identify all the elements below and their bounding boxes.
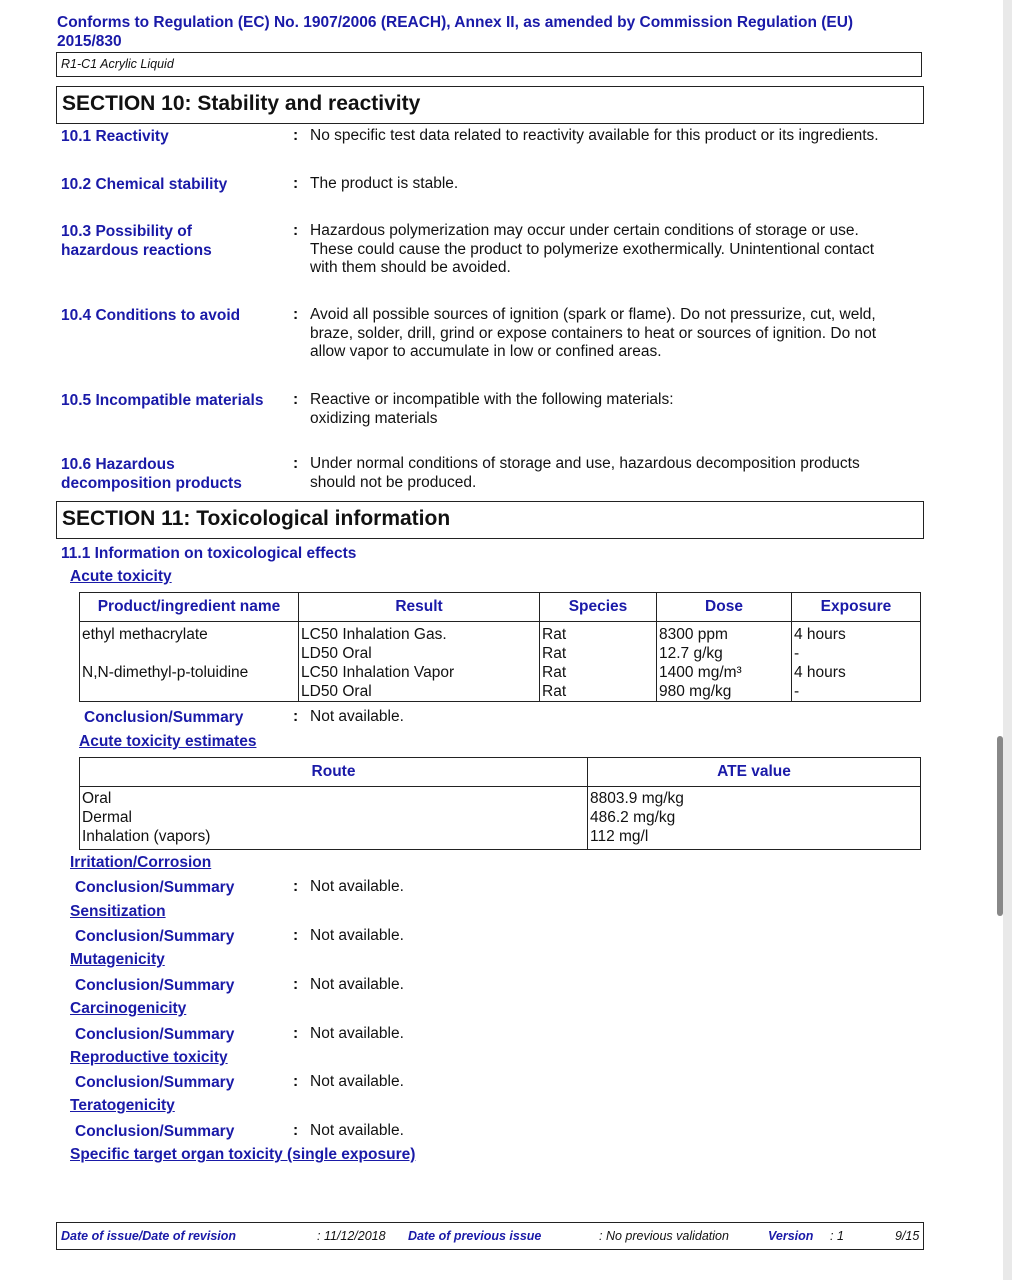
ate-value: 112 mg/l (590, 828, 649, 845)
text-line: Under normal conditions of storage and use, hazardous decomposition products (310, 455, 860, 472)
text-line: with them should be avoided. (310, 259, 511, 276)
issue-date-value: : 11/12/2018 (317, 1229, 386, 1243)
label-line: 10.3 Possibility of (61, 223, 192, 240)
species-cell (540, 622, 657, 702)
text-line: Hazardous polymerization may occur under certain conditions of storage or use. (310, 222, 859, 239)
spacer (82, 644, 296, 663)
conclusion-value: Not available. (310, 1122, 404, 1139)
dose-value: 12.7 g/kg (659, 645, 723, 662)
label-10-5: 10.5 Incompatible materials (61, 392, 264, 409)
ingredient-name: ethyl methacrylate (82, 626, 208, 643)
colon: : (293, 976, 299, 993)
table-header-row (80, 593, 921, 622)
previous-issue-label: Date of previous issue (408, 1229, 542, 1243)
column-header: ATE value (588, 758, 921, 787)
conclusion-label: Conclusion/Summary (75, 928, 235, 945)
page-number: 9/15 (895, 1229, 920, 1243)
regulation-header: Conforms to Regulation (EC) No. 1907/2006 (REACH), Annex II, as amended by Commission Regulation (EU) 2015/830 (57, 14, 854, 50)
viewer-edge (1003, 0, 1012, 1280)
acute-toxicity-heading: Acute toxicity (70, 568, 172, 585)
version-value: : 1 (830, 1229, 844, 1243)
colon: : (293, 1025, 299, 1042)
conclusion-label: Conclusion/Summary (75, 1123, 235, 1140)
ate-value: 486.2 mg/kg (590, 809, 676, 826)
result-value: LC50 Inhalation Gas. (301, 626, 447, 643)
species-value: Rat (542, 664, 567, 681)
route-value: Inhalation (vapors) (82, 828, 211, 845)
mutagenicity-heading: Mutagenicity (70, 951, 165, 968)
colon: : (293, 455, 299, 472)
colon: : (293, 1122, 299, 1139)
conclusion-value: Not available. (310, 878, 404, 895)
conclusion-label: Conclusion/Summary (75, 1074, 235, 1091)
table-row (80, 787, 921, 850)
column-header: Product/ingredient name (80, 593, 299, 622)
previous-issue-value: : No previous validation (599, 1229, 729, 1243)
label-10-3 (61, 222, 212, 260)
carcinogenicity-heading: Carcinogenicity (70, 1000, 187, 1017)
dose-cell (657, 622, 792, 702)
issue-date-label: Date of issue/Date of revision (61, 1229, 237, 1243)
species-value: Rat (542, 683, 567, 700)
result-value: LD50 Oral (301, 645, 372, 662)
ate-value-cell (588, 787, 921, 850)
conclusion-label: Conclusion/Summary (75, 1026, 235, 1043)
acute-toxicity-table (79, 592, 921, 702)
result-value: LD50 Oral (301, 683, 372, 700)
irritation-corrosion-heading: Irritation/Corrosion (70, 854, 212, 871)
conclusion-value: Not available. (310, 1025, 404, 1042)
text-10-6 (310, 455, 860, 492)
text-line: Reactive or incompatible with the following materials: (310, 391, 674, 408)
version-label: Version (768, 1229, 814, 1243)
conclusion-value: Not available. (310, 927, 404, 944)
dose-value: 980 mg/kg (659, 683, 732, 700)
label-line: decomposition products (61, 475, 242, 492)
route-value: Oral (82, 790, 112, 807)
conclusion-value: Not available. (310, 976, 404, 993)
colon: : (293, 222, 299, 239)
colon: : (293, 708, 299, 725)
conclusion-value: Not available. (310, 1073, 404, 1090)
exposure-value: - (794, 645, 800, 662)
dose-value: 1400 mg/m³ (659, 664, 742, 681)
label-10-6 (61, 455, 242, 493)
text-line: Avoid all possible sources of ignition (spark or flame). Do not pressurize, cut, weld, (310, 306, 876, 323)
exposure-value: - (794, 683, 800, 700)
product-name-box: R1-C1 Acrylic Liquid (56, 52, 922, 77)
conclusion-label: Conclusion/Summary (84, 709, 244, 726)
colon: : (293, 391, 299, 408)
exposure-value: 4 hours (794, 664, 846, 681)
route-value: Dermal (82, 809, 132, 826)
conclusion-label: Conclusion/Summary (75, 977, 235, 994)
colon: : (293, 127, 299, 144)
text-10-4 (310, 306, 876, 362)
label-10-1: 10.1 Reactivity (61, 128, 169, 145)
column-header: Route (80, 758, 588, 787)
colon: : (293, 1073, 299, 1090)
ingredient-names-cell (80, 622, 299, 702)
dose-value: 8300 ppm (659, 626, 728, 643)
text-10-5 (310, 391, 674, 428)
column-header: Species (540, 593, 657, 622)
stot-single-heading: Specific target organ toxicity (single exposure) (70, 1146, 416, 1163)
text-10-3 (310, 222, 874, 278)
species-value: Rat (542, 626, 567, 643)
ate-heading: Acute toxicity estimates (79, 733, 257, 750)
text-line: oxidizing materials (310, 409, 438, 427)
section-11-title: SECTION 11: Toxicological information (56, 501, 924, 539)
text-line: allow vapor to accumulate in low or confined areas. (310, 343, 662, 360)
colon: : (293, 306, 299, 323)
conclusion-label: Conclusion/Summary (75, 879, 235, 896)
exposure-value: 4 hours (794, 626, 846, 643)
route-cell (80, 787, 588, 850)
label-line: hazardous reactions (61, 242, 212, 259)
teratogenicity-heading: Teratogenicity (70, 1097, 175, 1114)
section-10-title: SECTION 10: Stability and reactivity (56, 86, 924, 124)
species-value: Rat (542, 645, 567, 662)
colon: : (293, 175, 299, 192)
text-line: should not be produced. (310, 473, 477, 491)
label-line: 10.6 Hazardous (61, 456, 175, 473)
result-value: LC50 Inhalation Vapor (301, 664, 455, 681)
table-row (80, 622, 921, 702)
label-10-2: 10.2 Chemical stability (61, 176, 228, 193)
colon: : (293, 878, 299, 895)
sensitization-heading: Sensitization (70, 903, 166, 920)
ate-value: 8803.9 mg/kg (590, 790, 684, 807)
text-10-2: The product is stable. (310, 175, 459, 192)
exposure-cell (792, 622, 921, 702)
ingredient-name: N,N-dimethyl-p-toluidine (82, 664, 249, 681)
result-cell (299, 622, 540, 702)
reproductive-toxicity-heading: Reproductive toxicity (70, 1049, 228, 1066)
text-line: These could cause the product to polymerize exothermically. Unintentional contact (310, 240, 875, 258)
column-header: Dose (657, 593, 792, 622)
column-header: Result (299, 593, 540, 622)
text-line: braze, solder, drill, grind or expose containers to heat or sources of ignition. Do not (310, 324, 877, 342)
conclusion-value: Not available. (310, 708, 404, 725)
vertical-scrollbar[interactable] (997, 736, 1003, 916)
page-footer (56, 1222, 924, 1250)
ate-table (79, 757, 921, 850)
colon: : (293, 927, 299, 944)
text-10-1: No specific test data related to reactivity available for this product or its ingredients. (310, 127, 879, 144)
table-header-row (80, 758, 921, 787)
column-header: Exposure (792, 593, 921, 622)
section-11-subtitle: 11.1 Information on toxicological effects (61, 545, 357, 562)
label-10-4: 10.4 Conditions to avoid (61, 307, 241, 324)
